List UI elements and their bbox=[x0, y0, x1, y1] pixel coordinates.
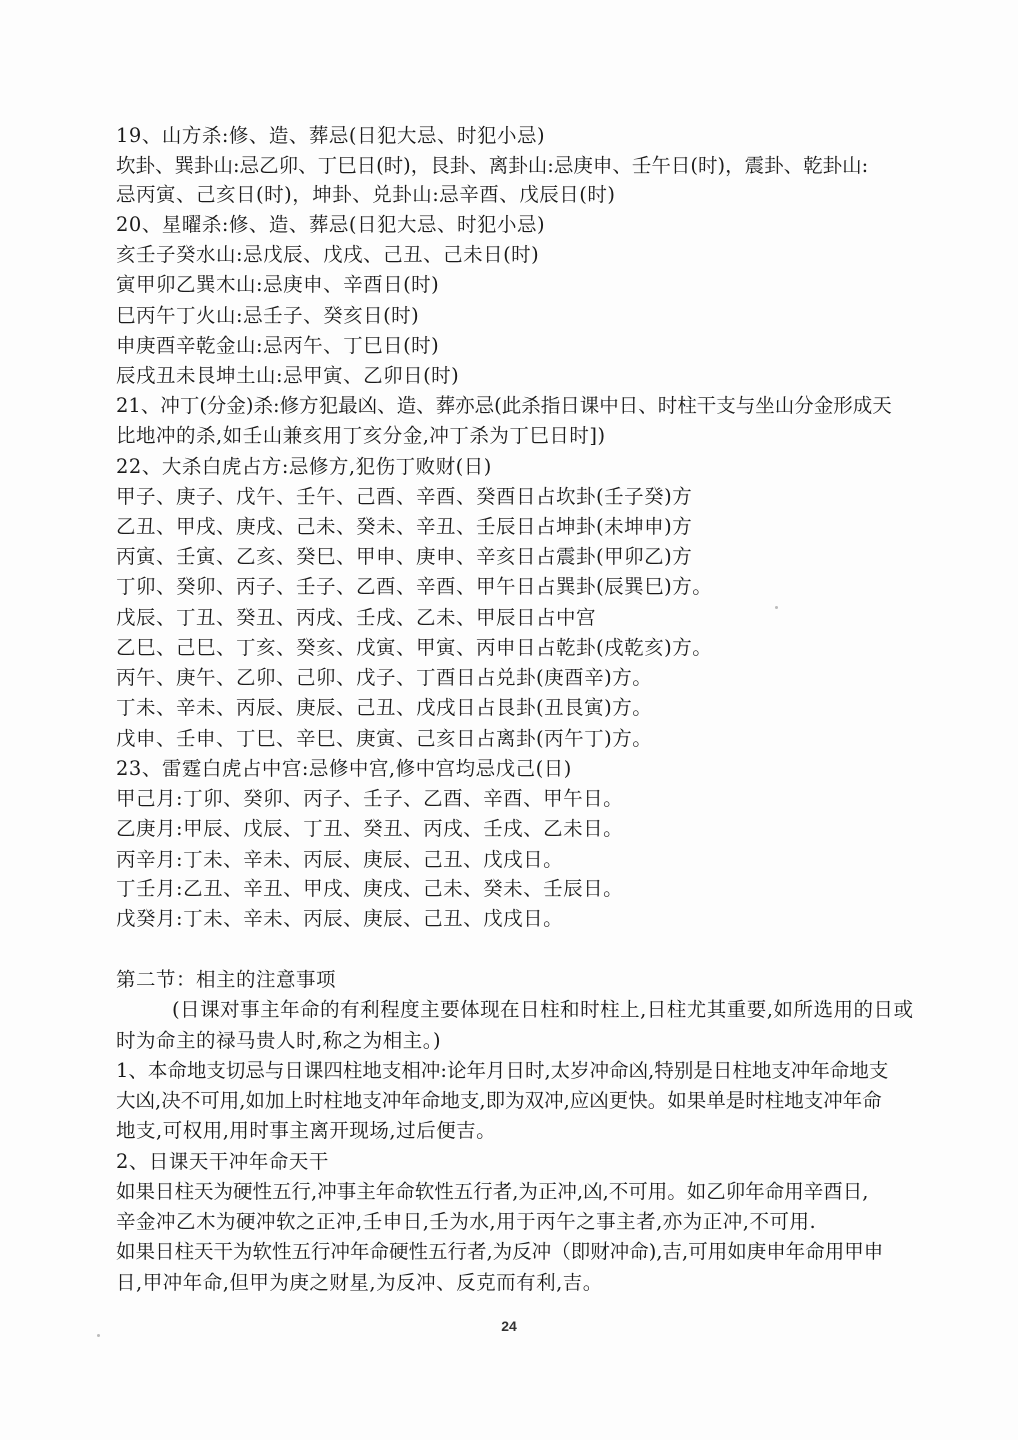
text-line: 19、山方杀:修、造、葬忌(日犯大忌、时犯小忌) bbox=[116, 124, 546, 147]
text-line: 丁未、辛未、丙辰、庚辰、己丑、戊戌日占艮卦(丑艮寅)方。 bbox=[116, 696, 653, 719]
scan-speck bbox=[97, 1334, 100, 1337]
paragraph-line: 如果日柱天为硬性五行,冲事主年命软性五行者,为正冲,凶,不可用。如乙卯年命用辛酉日, bbox=[116, 1180, 869, 1203]
text-line: 忌丙寅、己亥日(时)，坤卦、兑卦山:忌辛酉、戊辰日(时) bbox=[116, 183, 616, 206]
text-line: 戊癸月:丁未、辛未、丙辰、庚辰、己丑、戊戌日。 bbox=[116, 907, 564, 930]
page-number: 24 bbox=[501, 1318, 517, 1334]
section-title: 第二节：相主的注意事项 bbox=[116, 968, 337, 991]
text-line: 乙巳、己巳、丁亥、癸亥、戊寅、甲寅、丙申日占乾卦(戌乾亥)方。 bbox=[116, 636, 713, 659]
text-line: 坎卦、巽卦山:忌乙卯、丁巳日(时)，艮卦、离卦山:忌庚申、壬午日(时)，震卦、乾卦山: bbox=[116, 154, 869, 177]
text-line: 丁卯、癸卯、丙子、壬子、乙酉、辛酉、甲午日占巽卦(辰巽巳)方。 bbox=[116, 575, 713, 598]
text-line: 乙庚月:甲辰、戊辰、丁丑、癸丑、丙戌、壬戌、乙未日。 bbox=[116, 817, 624, 840]
text-line: 寅甲卯乙巽木山:忌庚申、辛酉日(时) bbox=[116, 273, 440, 296]
text-line: 戊辰、丁丑、癸丑、丙戌、壬戌、乙未、甲辰日占中宫 bbox=[116, 606, 597, 629]
paragraph-line: 大凶,决不可用,如加上时柱地支冲年命地支,即为双冲,应凶更快。如果单是时柱地支冲年命 bbox=[116, 1089, 882, 1112]
paragraph-line: 1、本命地支切忌与日课四柱地支相冲:论年月日时,太岁冲命凶,特别是日柱地支冲年命地支 bbox=[116, 1059, 889, 1082]
paragraph-line: 日,甲冲年命,但甲为庚之财星,为反冲、反克而有利,吉。 bbox=[116, 1271, 603, 1294]
text-line: 23、雷霆白虎占中宫:忌修中宫,修中宫均忌戊己(日) bbox=[116, 757, 572, 780]
text-line: 巳丙午丁火山:忌壬子、癸亥日(时) bbox=[116, 304, 420, 327]
text-line: 比地冲的杀,如壬山兼亥用丁亥分金,冲丁杀为丁巳日时]) bbox=[116, 424, 606, 447]
paragraph-line: 地支,可权用,用时事主离开现场,过后便吉。 bbox=[116, 1119, 497, 1142]
text-line: 申庚酉辛乾金山:忌丙午、丁巳日(时) bbox=[116, 334, 440, 357]
text-line: 21、冲丁(分金)杀:修方犯最凶、造、葬亦忌(此杀指日课中日、时柱干支与坐山分金形成天 bbox=[116, 394, 892, 417]
section-intro: (日课对事主年命的有利程度主要体现在日柱和时柱上,日柱尤其重要,如所选用的日或 bbox=[172, 998, 914, 1021]
text-line: 戊申、壬申、丁巳、辛巳、庚寅、己亥日占离卦(丙午丁)方。 bbox=[116, 727, 653, 750]
text-line: 丙寅、壬寅、乙亥、癸巳、甲申、庚申、辛亥日占震卦(甲卯乙)方 bbox=[116, 545, 693, 568]
text-line: 丙辛月:丁未、辛未、丙辰、庚辰、己丑、戊戌日。 bbox=[116, 848, 564, 871]
text-line: 22、大杀白虎占方:忌修方,犯伤丁败财(日) bbox=[116, 455, 492, 478]
text-line: 辰戌丑未艮坤土山:忌甲寅、乙卯日(时) bbox=[116, 364, 460, 387]
text-line: 亥壬子癸水山:忌戊辰、戊戌、己丑、己未日(时) bbox=[116, 243, 540, 266]
section-intro: 时为命主的禄马贵人时,称之为相主。) bbox=[116, 1029, 442, 1052]
text-line: 丙午、庚午、乙卯、己卯、戊子、丁酉日占兑卦(庚酉辛)方。 bbox=[116, 666, 653, 689]
text-line: 乙丑、甲戌、庚戌、己未、癸未、辛丑、壬辰日占坤卦(未坤申)方 bbox=[116, 515, 693, 538]
paragraph-line: 如果日柱天干为软性五行冲年命硬性五行者,为反冲（即财冲命),吉,可用如庚申年命用甲申 bbox=[116, 1240, 884, 1263]
text-line: 甲子、庚子、戊午、壬午、己酉、辛酉、癸酉日占坎卦(壬子癸)方 bbox=[116, 485, 693, 508]
scan-speck bbox=[775, 606, 778, 609]
text-line: 甲己月:丁卯、癸卯、丙子、壬子、乙酉、辛酉、甲午日。 bbox=[116, 787, 624, 810]
paragraph-line: 辛金冲乙木为硬冲软之正冲,壬申日,壬为水,用于丙午之事主者,亦为正冲,不可用. bbox=[116, 1210, 817, 1233]
text-line: 丁壬月:乙丑、辛丑、甲戌、庚戌、己未、癸未、壬辰日。 bbox=[116, 877, 624, 900]
paragraph-heading: 2、日课天干冲年命天干 bbox=[116, 1150, 329, 1173]
text-line: 20、星曜杀:修、造、葬忌(日犯大忌、时犯小忌) bbox=[116, 213, 546, 236]
